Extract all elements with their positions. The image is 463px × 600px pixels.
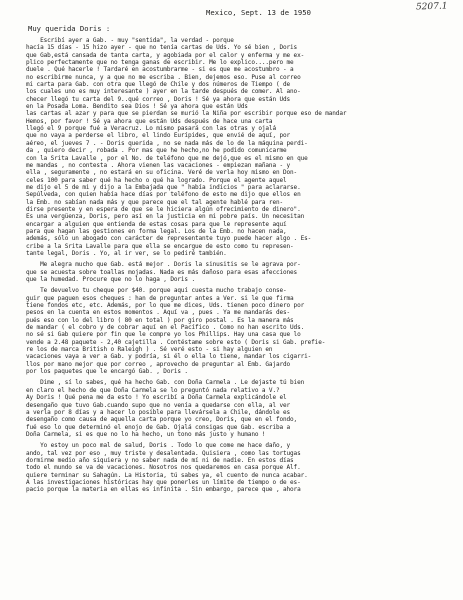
letter-line: Dime , sí lo sabes, qué ha hecho Gab. con Doña Carmela . Le dejaste tú bien	[26, 379, 305, 387]
letter-line: celes 100 para saber qué ha hecho o qué ha logrado. Porque el agente aquel	[26, 176, 287, 184]
letter-line: desengaño que tuvo Gab.cuando supo que no venía a quedarse con ella, al ver	[26, 401, 291, 409]
letter-line: A las investigaciones históricas hay que ponerles un límite de tiempo o de es-	[26, 478, 301, 486]
letter-line: vacaciones vaya a ver a Gab. y podría, si él o ella lo tiene, mandar los cigarri-	[26, 353, 312, 361]
letter-line: Te devuelvo tu cheque por $40. porque aquí cuesta mucho trabajo conse-	[26, 287, 287, 295]
letter-line: además, sólo un abogado con carácter de representante tuyo puede hacer algo . Es-	[26, 235, 312, 243]
letter-line: no sé si Gab quiere por fin que le compre yo los Phillips. Hay una casa que lo	[26, 331, 301, 339]
letter-line: checer llegó tu carta del 9..qué correo , Doris ! Sé ya ahora que están Uds	[26, 95, 291, 103]
letter-line: tiene fondos etc, etc. Además, por lo que me dices, Uds. tienen poco dinero por	[26, 302, 305, 310]
letter-greeting: Muy querida Doris :	[28, 24, 111, 33]
letter-line: Es una vergüenza, Doris, pero así en la justicia en mi pobre país. Un necesitan	[26, 213, 305, 221]
letter-line: pesos en la cuenta en estos momentos . Aquí va , pues . Ya me mandarás des-	[26, 309, 291, 317]
letter-line: encargar a alguien que entienda de estas cosas para que le represente aquí	[26, 220, 287, 228]
letter-line: ando, tal vez por eso , muy triste y desalentada. Quisiera , como las tortugas	[26, 449, 301, 457]
letter-line: cribe a la Srita Lavalle para que ella se encargue de esto como tu represen-	[26, 242, 294, 250]
letter-line: hacía 15 días - 15 hizo ayer - que no tenía cartas de Uds. Yo sé bien , Doris	[26, 44, 298, 52]
letter-line: tante legal, Doris . Yo, al ir ver, se lo pediré también.	[26, 249, 227, 257]
letter-line: todo el mundo se va de vacaciones. Nosotros nos quedaremos en casa porque Alf.	[26, 464, 301, 472]
letter-line: da , quiero decir , robada . Por mas que he hecho,no he podido comunicarme	[26, 147, 287, 155]
letter-line: me mandas , no contesta . Ahora vienen las vacaciones - empiezan mañana - y	[26, 161, 291, 169]
letter-line: no escribirme nunca, y a que no me escriba . Bien, dejemos eso. Puse al correo	[26, 73, 301, 81]
letter-line: vende a 2.48 paquete - 2,40 cajetilla . Contéstame sobre esto ( Doris si Gab. prefie-	[26, 338, 326, 346]
letter-line: dormirme medio año siquiera y no saber nada de mí ni de nadie. En estos días	[26, 456, 294, 464]
letter-line: fué eso lo que determinó el enojo de Gab. Ojalá consigas que Gab. escriba a	[26, 423, 291, 431]
letter-line: la Emb. no sabían nada más y que parece que el tal agente hablé para ren-	[26, 198, 283, 206]
letter-line: guir que paguen esos cheques : han de preguntar antes a Ver. si le que firma	[26, 294, 294, 302]
letter-line: con la Srita Lavalle , por el No. de teléfono que me dejó,que es el mismo en que	[26, 154, 308, 162]
letter-line: me dijo el 5 de mi y dijo a la Embajada que " había indicios " para aclararse.	[26, 183, 301, 191]
letter-line: en la Posada Loma. Bendito sea Dios ! Sé ya ahora que están Uds	[26, 103, 248, 111]
letter-line: desengaño como causa de aquella carta porque yo creo, Doris, que en el fondo,	[26, 416, 298, 424]
letter-line: re los de marca British o Raleigh ) . Sé veré esto - si hay alguien en	[26, 346, 273, 354]
letter-line: las cartas al azar y para que se pierdan se murió la Niña por escribir porque eso de mandar	[26, 110, 347, 118]
letter-line: pués eso con lo del libro ( 80 en total ) por giro postal . Es la manera más	[26, 316, 294, 324]
letter-line: llos por mano mejor que por correo , aprovecho de preguntar al Emb. Gajardo	[26, 360, 291, 368]
letter-line: Hemos, por favor ! Sé ya ahora que están Uds después de hace una carta	[26, 117, 273, 125]
letter-dateline: Mexico, Sept. 13 de 1950	[206, 8, 312, 17]
letter-line: Yo estoy un poco mal de salud, Doris . Todo lo que come me hace daño, y	[26, 442, 291, 450]
letter-line: a verla por 8 días y a hacer lo posible para llevársela a Chile, dándole es	[26, 408, 291, 416]
letter-body	[26, 37, 456, 494]
letter-line: Ay Doris ! Qué pena me da esto ! Yo escribí a Doña Carmela explicándole el	[26, 394, 287, 402]
letter-line: Escribí ayer a Gab. - muy "sentida", la verdad - porque	[26, 37, 234, 44]
letter-line: Me alegra mucho que Gab. está mejor . Doris la sinusitis se le agrava por-	[26, 261, 301, 269]
letter-line: que la humedad. Procure que no lo haga , Doris .	[26, 276, 195, 283]
letter-line: llegó el 9 porque fué a Veracruz. Lo mismo pasará con las otras y ojalá	[26, 125, 276, 133]
letter-line: que se acuesta sobre toallas mojadas. Nada es más dañoso para esas afecciones	[26, 268, 298, 276]
archive-number: 5207.1	[415, 1, 448, 13]
letter-line: los cuales uno es muy interesante ) ayer en la tarde después de comer. Al ano-	[26, 88, 301, 96]
letter-line: que no vaya a perderse el libro, el lindo Eurípides, que envié de aquí, por	[26, 132, 291, 140]
letter-line: de mandar ( el cobro y de cobrar aquí en el Pacífico . Como no han escrito Uds.	[26, 324, 305, 332]
letter-line: aéreo, el jueves 7 . - Doris querida , no se nada más de lo de la máquina perdi-	[26, 139, 308, 147]
letter-line: ella , seguramente , no estará en su oficina. Veré de verla hoy mismo en Don-	[26, 169, 298, 177]
letter-line: pacio porque la materia en ellas es infinita . Sin embargo, parece que , ahora	[26, 486, 301, 494]
letter-line: Sepúlveda, con quien había hace días por teléfono de esto me dijo que ellos en	[26, 191, 301, 199]
letter-line: mi carta para Gab. con otra que llegó de Chile y dos números de Tiempo ( de	[26, 81, 291, 89]
letter-line: Doña Carmela, si es que no lo ha hecho, un tono más justo y humano !	[26, 430, 266, 438]
letter-line: quiere terminar su Sahagún. La Historia, tú sabes ya, el cuento de nunca acabar.	[26, 471, 308, 479]
letter-line: por los paquetes que le encargó Gab. , Doris .	[26, 368, 188, 376]
letter-line: en claro el hecho de que Doña Carmela se lo preguntó nada relativo a V.?	[26, 386, 280, 394]
letter-line: que Gab,está cansada de tanta carta, y agobiada por el calor y enferma y me ex-	[26, 51, 305, 59]
letter-line: plico perfectamente que no tenga ganas de escribir. Me lo explico....pero me	[26, 59, 294, 67]
letter-line: para que hagan las gestiones en forma legal. Los de la Emb. no hacen nada,	[26, 227, 287, 235]
letter-line: dirse presente y en espera de que se le hiciera algún ofrecimiento de dinero".	[26, 205, 301, 213]
letter-line: duele . Qué hacerle ! Tardaré en acostumbrarme - si es que me acostumbro - a	[26, 66, 294, 74]
